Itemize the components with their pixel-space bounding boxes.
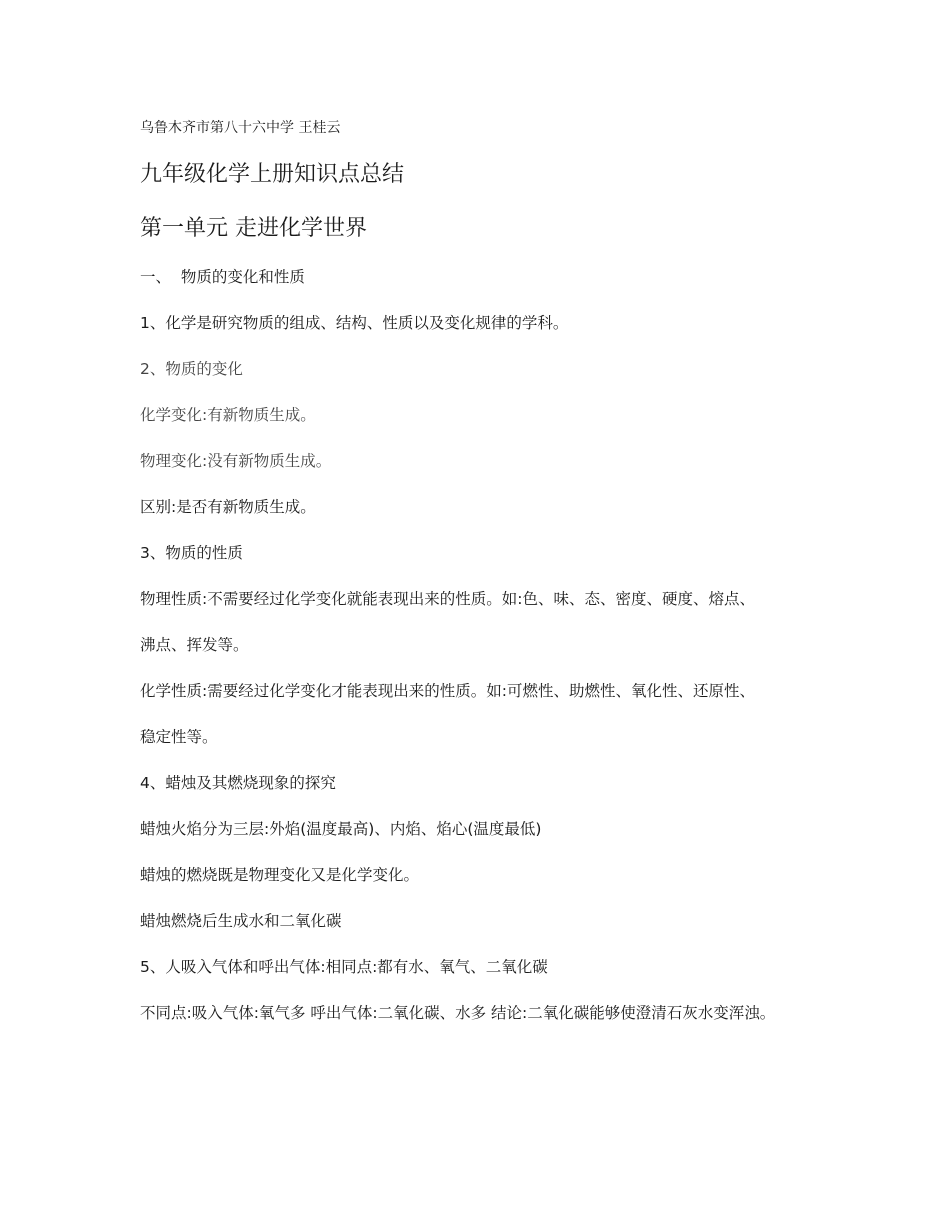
subheading-changes: 2、物质的变化 [140,360,243,378]
paragraph-chemical-properties: 化学性质:需要经过化学变化才能表现出来的性质。如:可燃性、助燃性、氧化性、还原性、 [140,682,755,700]
paragraph-physical-properties-cont: 沸点、挥发等。 [140,636,249,654]
paragraph-candle-burning: 蜡烛的燃烧既是物理变化又是化学变化。 [140,866,420,884]
paragraph-chemical-properties-cont: 稳定性等。 [140,728,218,746]
subheading-candle: 4、蜡烛及其燃烧现象的探究 [140,774,336,792]
author-line: 乌鲁木齐市第八十六中学 王桂云 [140,120,341,136]
paragraph-physical-change: 物理变化:没有新物质生成。 [140,452,332,470]
paragraph-breath-gases: 5、人吸入气体和呼出气体:相同点:都有水、氧气、二氧化碳 [140,958,548,976]
paragraph-difference: 区别:是否有新物质生成。 [140,498,316,516]
paragraph-breath-differences: 不同点:吸入气体:氧气多 呼出气体:二氧化碳、水多 结论:二氧化碳能够使澄清石灰水变浑浊。 [140,1004,776,1022]
document-title: 九年级化学上册知识点总结 [140,162,405,187]
paragraph-physical-properties: 物理性质:不需要经过化学变化就能表现出来的性质。如:色、味、态、密度、硬度、熔点、 [140,590,755,608]
paragraph-candle-flame: 蜡烛火焰分为三层:外焰(温度最高)、内焰、焰心(温度最低) [140,820,542,838]
subheading-properties: 3、物质的性质 [140,544,243,562]
paragraph-chemistry-definition: 1、化学是研究物质的组成、结构、性质以及变化规律的学科。 [140,314,569,332]
paragraph-candle-products: 蜡烛燃烧后生成水和二氧化碳 [140,912,342,930]
section-heading-changes-properties: 一、 物质的变化和性质 [140,268,305,286]
paragraph-chemical-change: 化学变化:有新物质生成。 [140,406,316,424]
unit-title: 第一单元 走进化学世界 [140,216,367,241]
